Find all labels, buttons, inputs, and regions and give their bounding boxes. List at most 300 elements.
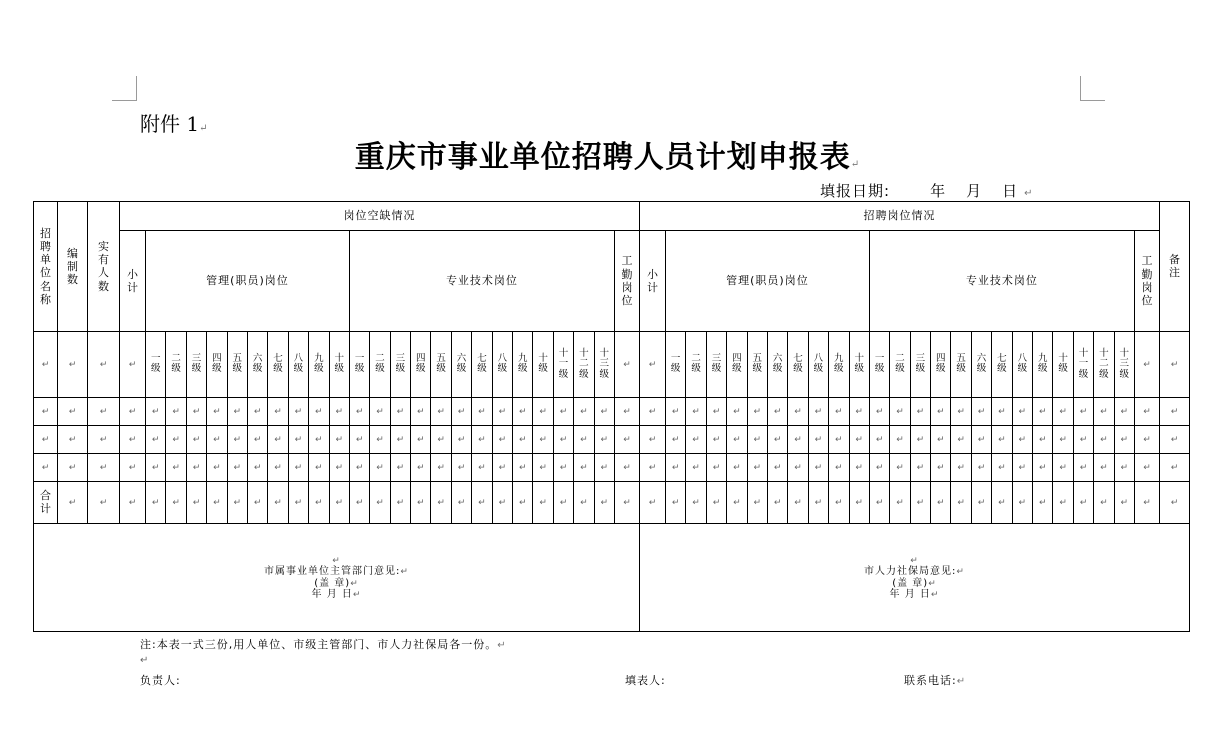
paragraph-mark: ↵ [332, 555, 341, 566]
table-cell [727, 398, 747, 426]
paragraph-mark: ↵ [99, 462, 108, 473]
paragraph-mark: ↵ [539, 434, 547, 445]
table-cell [390, 482, 410, 524]
paragraph-mark: ↵ [1120, 406, 1129, 417]
header-vacancy-situation [120, 202, 640, 231]
paragraph-mark: ↵ [294, 462, 303, 473]
paragraph-mark: ↵ [977, 434, 986, 445]
recruit-technical-grade-6-text: 六级 [976, 353, 987, 375]
paragraph-mark: ↵ [916, 406, 925, 417]
paragraph-mark: ↵ [352, 590, 362, 600]
recruit-header-worker-posts [1134, 231, 1159, 332]
paragraph-mark: ↵ [335, 434, 343, 445]
paragraph-mark: ↵ [437, 462, 445, 473]
total-row-label [34, 482, 58, 524]
vacancy-technical-grade-12-text: 十二级 [579, 347, 589, 380]
paragraph-mark: ↵ [733, 497, 741, 508]
header-remark-text: 备注 [1168, 253, 1180, 280]
table-cell [706, 482, 726, 524]
table-cell [1073, 398, 1093, 426]
table-cell [1159, 426, 1189, 454]
paragraph-mark: ↵ [733, 406, 741, 417]
recruit-technical-grade-11 [1073, 332, 1093, 398]
paragraph-mark: ↵ [773, 497, 782, 508]
header-actual-staff-text: 实有人数 [98, 239, 109, 293]
paragraph-mark: ↵ [151, 497, 160, 508]
paragraph-mark: ↵ [41, 406, 50, 417]
paragraph-mark: ↵ [875, 497, 884, 508]
paragraph-mark: ↵ [916, 462, 925, 473]
date-year: 年 [930, 182, 947, 200]
vacancy-management-grade-4 [207, 332, 227, 398]
paragraph-mark: ↵ [671, 434, 680, 445]
table-cell [88, 426, 120, 454]
table-cell [533, 454, 553, 482]
table-cell [808, 454, 828, 482]
header-actual-staff [88, 202, 120, 332]
paragraph-mark: ↵ [692, 462, 700, 473]
paragraph-mark: ↵ [753, 406, 762, 417]
paragraph-mark: ↵ [498, 406, 507, 417]
paragraph-mark: ↵ [1024, 188, 1034, 199]
table-cell [34, 454, 58, 482]
table-cell [1094, 454, 1114, 482]
paragraph-mark: ↵ [253, 462, 262, 473]
table-cell [227, 398, 247, 426]
recruit-management-grade-3 [706, 332, 726, 398]
paragraph-mark: ↵ [99, 497, 108, 508]
vacancy-management-grade-6-text: 六级 [252, 353, 263, 375]
paragraph-mark: ↵ [294, 497, 303, 508]
paragraph-mark: ↵ [671, 497, 680, 508]
table-cell [370, 426, 390, 454]
paragraph-mark: ↵ [896, 406, 904, 417]
table-cell [849, 426, 869, 454]
table-cell [594, 398, 614, 426]
vacancy-management-grade-6 [247, 332, 267, 398]
table-cell [594, 426, 614, 454]
paragraph-mark: ↵ [213, 406, 221, 417]
table-cell [309, 426, 329, 454]
recruit-technical-grade-1-text: 一级 [874, 353, 885, 375]
recruit-technical-grade-12-text: 十二级 [1099, 347, 1109, 380]
table-cell [1094, 482, 1114, 524]
paragraph-mark: ↵ [1038, 462, 1047, 473]
paragraph-mark: ↵ [539, 406, 547, 417]
vacancy-management-grade-2 [166, 332, 186, 398]
paragraph-mark: ↵ [580, 462, 588, 473]
paragraph-mark: ↵ [1120, 434, 1129, 445]
table-cell [472, 482, 492, 524]
paragraph-mark: ↵ [478, 434, 486, 445]
recruit-header-subtotal-text: 小计 [646, 267, 658, 294]
paragraph-mark: ↵ [128, 434, 137, 445]
paragraph-mark: ↵ [957, 406, 965, 417]
table-cell [971, 482, 991, 524]
table-cell [869, 426, 889, 454]
table-cell [808, 398, 828, 426]
table-cell [574, 454, 594, 482]
vacancy-management-grade-9 [309, 332, 329, 398]
vacancy-management-grade-10-text: 十级 [334, 353, 344, 375]
paragraph-mark: ↵ [497, 640, 507, 651]
vacancy-management-grade-7 [268, 332, 288, 398]
paragraph-mark: ↵ [692, 497, 700, 508]
paragraph-mark: ↵ [335, 462, 343, 473]
table-cell [411, 454, 431, 482]
table-cell [349, 426, 369, 454]
paragraph-mark: ↵ [355, 406, 364, 417]
vacancy-technical-grade-1 [349, 332, 369, 398]
vacancy-header-subtotal-text: 小计 [127, 267, 138, 294]
paragraph-mark: ↵ [128, 406, 137, 417]
vacancy-management-grade-7-text: 七级 [273, 353, 283, 375]
recruit-header-management-posts-text: 管理(职员)岗位 [726, 273, 809, 287]
paragraph-mark: ↵ [192, 462, 201, 473]
paragraph-mark: ↵ [99, 434, 108, 445]
table-cell [706, 454, 726, 482]
paragraph-mark: ↵ [648, 434, 657, 445]
table-cell [247, 454, 267, 482]
table-cell [767, 482, 787, 524]
recruit-technical-grade-13 [1114, 332, 1134, 398]
paragraph-mark: ↵ [794, 462, 802, 473]
paragraph-mark: ↵ [68, 434, 77, 445]
paragraph-mark: ↵ [712, 406, 721, 417]
table-cell [1114, 454, 1134, 482]
vacancy-technical-grade-2-text: 二级 [375, 353, 385, 375]
paragraph-mark: ↵ [192, 406, 201, 417]
vacancy-technical-grade-10 [533, 332, 553, 398]
recruit-management-grade-8 [808, 332, 828, 398]
table-cell [186, 454, 206, 482]
recruit-technical-grade-10-text: 十级 [1058, 353, 1068, 375]
table-cell [288, 482, 308, 524]
paragraph-mark: ↵ [855, 406, 863, 417]
table-cell [890, 482, 910, 524]
table-cell [1159, 398, 1189, 426]
table-cell [88, 454, 120, 482]
table-cell [639, 482, 665, 524]
left-seal-text: (盖 章)↵ [314, 577, 359, 589]
table-cell [553, 482, 573, 524]
table-cell [890, 426, 910, 454]
table-cell [951, 482, 971, 524]
paragraph-mark: ↵ [1079, 497, 1088, 508]
table-cell [533, 426, 553, 454]
table-cell [1073, 426, 1093, 454]
table-cell [1073, 482, 1093, 524]
table-cell [971, 398, 991, 426]
paragraph-mark: ↵ [1170, 462, 1179, 473]
paragraph-mark: ↵ [733, 462, 741, 473]
recruit-management-grade-2-text: 二级 [691, 353, 701, 375]
paragraph-mark: ↵ [814, 462, 823, 473]
vacancy-header-worker-posts-text: 工勤岗位 [621, 254, 633, 308]
table-cell [451, 426, 471, 454]
paragraph-mark: ↵ [1143, 406, 1151, 417]
paragraph-mark: ↵ [600, 462, 609, 473]
recruit-technical-grade-3-text: 三级 [915, 353, 926, 375]
paragraph-mark: ↵ [172, 497, 180, 508]
header-unit-name [34, 202, 58, 332]
table-cell [513, 426, 533, 454]
vacancy-management-grade-9-text: 九级 [314, 353, 324, 375]
table-cell [829, 426, 849, 454]
table-cell [1012, 398, 1032, 426]
table-cell [268, 426, 288, 454]
paragraph-mark: ↵ [928, 578, 937, 589]
table-cell [329, 426, 349, 454]
paragraph-mark: ↵ [855, 434, 863, 445]
vacancy-header-management-posts-text: 管理(职员)岗位 [206, 273, 289, 287]
vacancy-technical-grade-7-text: 七级 [477, 353, 487, 375]
paragraph-mark: ↵ [172, 462, 180, 473]
recruit-technical-grade-13-text: 十三级 [1119, 347, 1130, 380]
paragraph-mark: ↵ [1018, 497, 1027, 508]
vacancy-technical-grade-4 [411, 332, 431, 398]
table-cell [58, 454, 88, 482]
table-cell [1114, 398, 1134, 426]
table-cell [88, 482, 120, 524]
grade-row-empty-cell [88, 332, 120, 398]
paragraph-mark: ↵ [875, 406, 884, 417]
paragraph-mark: ↵ [128, 359, 137, 370]
vacancy-management-grade-5 [227, 332, 247, 398]
paragraph-mark: ↵ [294, 434, 303, 445]
vacancy-technical-grade-11-text: 十一级 [558, 347, 569, 380]
header-quota [58, 202, 88, 332]
table-cell [910, 454, 930, 482]
table-cell [207, 482, 227, 524]
table-note: 注:本表一式三份,用人单位、市级主管部门、市人力社保局各一份。↵ [140, 638, 507, 651]
paragraph-mark: ↵ [457, 497, 466, 508]
paragraph-mark: ↵ [1100, 434, 1108, 445]
paragraph-mark: ↵ [998, 406, 1006, 417]
table-cell [349, 482, 369, 524]
table-cell [869, 482, 889, 524]
table-cell [411, 482, 431, 524]
paragraph-mark: ↵ [835, 406, 843, 417]
table-cell [227, 454, 247, 482]
table-cell [767, 398, 787, 426]
table-cell [971, 426, 991, 454]
table-cell [166, 398, 186, 426]
paragraph-mark: ↵ [910, 555, 919, 566]
table-cell [227, 426, 247, 454]
right-seal-text: (盖 章)↵ [892, 577, 937, 589]
table-cell [1033, 482, 1053, 524]
vacancy-technical-grade-12 [574, 332, 594, 398]
paragraph-mark: ↵ [875, 462, 884, 473]
paragraph-mark: ↵ [213, 434, 221, 445]
empty-paragraph-mark: ↵ [140, 655, 149, 666]
table-cell [1033, 454, 1053, 482]
paragraph-mark: ↵ [692, 434, 700, 445]
table-cell [665, 426, 685, 454]
table-cell [120, 426, 146, 454]
table-cell [1134, 426, 1159, 454]
table-cell [288, 426, 308, 454]
paragraph-mark: ↵ [315, 497, 323, 508]
paragraph-mark: ↵ [956, 676, 967, 687]
table-cell [146, 426, 166, 454]
paragraph-mark: ↵ [68, 462, 77, 473]
paragraph-mark: ↵ [457, 462, 466, 473]
paragraph-mark: ↵ [1120, 497, 1129, 508]
table-cell [727, 454, 747, 482]
paragraph-mark: ↵ [1059, 406, 1067, 417]
table-cell [686, 454, 706, 482]
header-vacancy-situation-text: 岗位空缺情况 [343, 208, 416, 222]
document-title: 重庆市事业单位招聘人员计划申报表↵ [354, 140, 861, 175]
paragraph-mark: ↵ [773, 462, 782, 473]
recruit-management-grade-9-text: 九级 [834, 353, 844, 375]
table-cell [268, 398, 288, 426]
right-opinion-label: 市人力社保局意见:↵ [864, 566, 965, 577]
paragraph-mark: ↵ [773, 434, 782, 445]
vacancy-header-subtotal [120, 231, 146, 332]
recruit-header-management-posts [665, 231, 869, 332]
paragraph-mark: ↵ [539, 462, 547, 473]
table-cell [808, 482, 828, 524]
paragraph-mark: ↵ [692, 406, 700, 417]
paragraph-mark: ↵ [623, 406, 631, 417]
table-cell [34, 426, 58, 454]
paragraph-mark: ↵ [1059, 434, 1067, 445]
table-cell [288, 398, 308, 426]
paragraph-mark: ↵ [172, 434, 180, 445]
recruit-technical-grade-1 [869, 332, 889, 398]
table-cell [1159, 482, 1189, 524]
recruit-management-grade-6-text: 六级 [772, 353, 783, 375]
paragraph-mark: ↵ [916, 434, 925, 445]
table-cell [951, 454, 971, 482]
paragraph-mark: ↵ [1143, 497, 1151, 508]
vacancy-management-grade-3 [186, 332, 206, 398]
table-cell [594, 454, 614, 482]
paragraph-mark: ↵ [600, 497, 609, 508]
paragraph-mark: ↵ [199, 123, 208, 134]
paragraph-mark: ↵ [794, 497, 802, 508]
table-cell [931, 398, 951, 426]
table-cell [431, 482, 451, 524]
paragraph-mark: ↵ [712, 434, 721, 445]
left-opinion-label: 市属事业单位主管部门意见:↵ [264, 566, 409, 577]
table-cell [370, 454, 390, 482]
table-cell [533, 482, 553, 524]
table-cell [370, 482, 390, 524]
grade-row-empty-cell [1134, 332, 1159, 398]
paragraph-mark: ↵ [233, 497, 242, 508]
table-cell [472, 398, 492, 426]
table-cell [1094, 398, 1114, 426]
vacancy-management-grade-1 [146, 332, 166, 398]
table-cell [309, 454, 329, 482]
paragraph-mark: ↵ [623, 497, 631, 508]
date-day: 日 [1002, 182, 1019, 200]
paragraph-mark: ↵ [753, 497, 762, 508]
page-corner-mark-top-left [112, 76, 137, 101]
table-cell [146, 398, 166, 426]
table-cell [665, 398, 685, 426]
table-cell [329, 454, 349, 482]
recruit-technical-grade-6 [971, 332, 991, 398]
left-opinion-cell [34, 524, 640, 632]
paragraph-mark: ↵ [814, 406, 823, 417]
recruit-technical-grade-4-text: 四级 [936, 353, 946, 375]
paragraph-mark: ↵ [957, 462, 965, 473]
right-opinion-date: 年 月 日↵ [889, 589, 940, 600]
recruit-management-grade-10-text: 十级 [854, 353, 864, 375]
table-cell [910, 482, 930, 524]
table-cell [207, 398, 227, 426]
table-cell [472, 426, 492, 454]
paragraph-mark: ↵ [559, 497, 568, 508]
table-cell [207, 426, 227, 454]
table-cell [309, 398, 329, 426]
table-cell [849, 398, 869, 426]
table-cell [727, 426, 747, 454]
vacancy-management-grade-10 [329, 332, 349, 398]
recruit-header-subtotal [639, 231, 665, 332]
table-cell [1094, 426, 1114, 454]
grade-row-empty-cell [120, 332, 146, 398]
table-cell [951, 398, 971, 426]
vacancy-technical-grade-6 [451, 332, 471, 398]
table-cell [492, 482, 512, 524]
table-cell [910, 426, 930, 454]
grade-row-empty-cell [58, 332, 88, 398]
table-cell [639, 454, 665, 482]
table-cell [1012, 482, 1032, 524]
vacancy-technical-grade-10-text: 十级 [538, 353, 548, 375]
paragraph-mark: ↵ [623, 434, 631, 445]
header-quota-text: 编制数 [67, 246, 78, 286]
paragraph-mark: ↵ [498, 434, 507, 445]
table-cell [146, 454, 166, 482]
paragraph-mark: ↵ [355, 497, 364, 508]
paragraph-mark: ↵ [233, 406, 242, 417]
paragraph-mark: ↵ [350, 578, 359, 589]
paragraph-mark: ↵ [41, 434, 50, 445]
recruit-header-technical-posts-text: 专业技术岗位 [965, 273, 1038, 287]
table-cell [1012, 426, 1032, 454]
recruit-technical-grade-10 [1053, 332, 1073, 398]
recruit-technical-grade-9 [1033, 332, 1053, 398]
paragraph-mark: ↵ [253, 406, 262, 417]
table-cell [58, 398, 88, 426]
paragraph-mark: ↵ [315, 406, 323, 417]
table-cell [492, 454, 512, 482]
paragraph-mark: ↵ [68, 497, 77, 508]
paragraph-mark: ↵ [396, 462, 405, 473]
table-cell [431, 398, 451, 426]
table-cell [951, 426, 971, 454]
recruit-technical-grade-5-text: 五级 [956, 353, 966, 375]
paragraph-mark: ↵ [128, 497, 137, 508]
paragraph-mark: ↵ [335, 497, 343, 508]
table-cell [931, 454, 951, 482]
paragraph-mark: ↵ [274, 497, 282, 508]
paragraph-mark: ↵ [478, 497, 486, 508]
table-cell [492, 398, 512, 426]
paragraph-mark: ↵ [192, 434, 201, 445]
table-cell [706, 426, 726, 454]
recruit-management-grade-3-text: 三级 [711, 353, 722, 375]
paragraph-mark: ↵ [896, 462, 904, 473]
paragraph-mark: ↵ [794, 434, 802, 445]
